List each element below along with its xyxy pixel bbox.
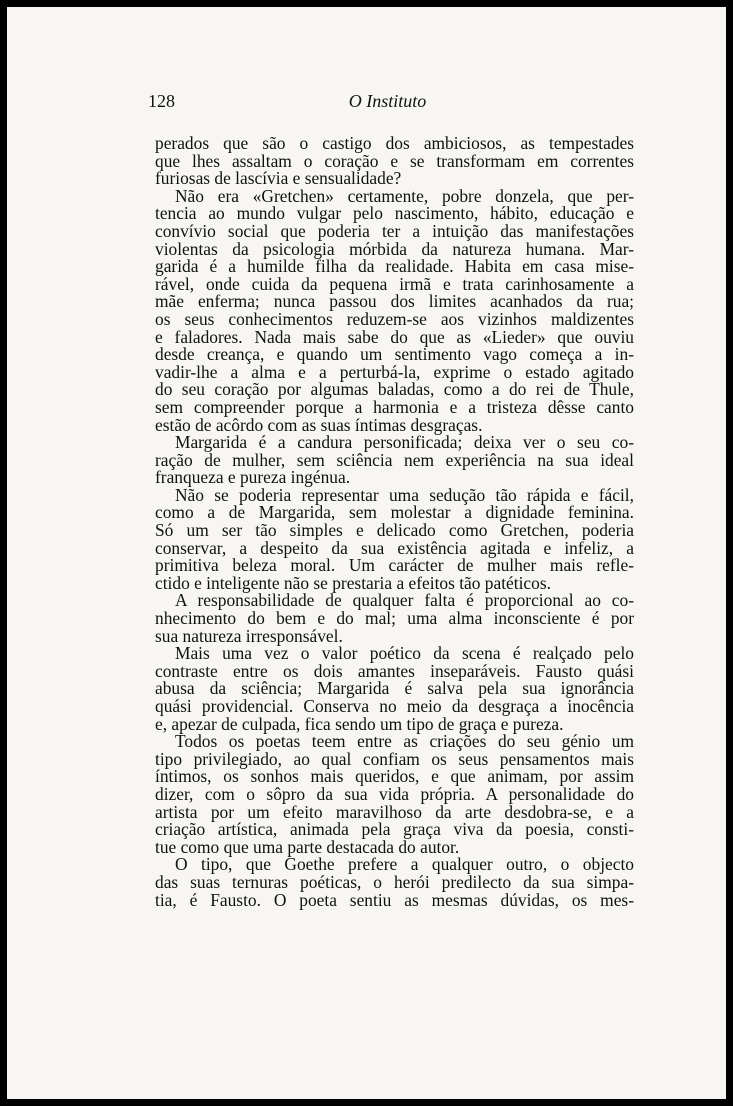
- body-text: [155, 135, 634, 909]
- text-line: vadir-lhe a alma e a perturbá-la, exprime o estado agitado: [155, 361, 634, 382]
- text-line: A responsabilidade de qualquer falta é proporcional ao co-: [175, 590, 634, 611]
- text-line: das suas ternuras poéticas, o herói predilecto da sua simpa-: [155, 871, 634, 892]
- text-line: desde creança, e quando um sentimento vago começa a in-: [155, 344, 634, 365]
- text-line: O tipo, que Goethe prefere a qualquer outro, o objecto: [175, 854, 634, 875]
- text-line: conservar, a despeito da sua existência agitada e infeliz, a: [155, 537, 634, 558]
- text-line: sua natureza irresponsável.: [155, 625, 343, 646]
- text-line: dizer, com o sôpro da sua vida própria. A personalidade do: [155, 783, 634, 804]
- text-line: e, apezar de culpada, fica sendo um tipo de graça e pureza.: [155, 713, 564, 734]
- text-line: perados que são o castigo dos ambiciosos, as tempestades: [155, 133, 634, 153]
- text-line: e faladores. Nada mais sabe do que as «Lieder» que ouviu: [155, 326, 634, 347]
- text-line: Mais uma vez o valor poético da scena é realçado pelo: [175, 643, 634, 664]
- book-page: [7, 7, 726, 1099]
- text-line: garida é a humilde filha da realidade. Habita em casa mise-: [155, 256, 634, 277]
- text-line: do seu coração por algumas baladas, como a do rei de Thule,: [155, 379, 634, 400]
- text-line: Margarida é a candura personificada; deixa ver o seu co-: [175, 432, 634, 453]
- text-line: artista por um efeito maravilhoso da arte desdobra-se, e a: [155, 801, 634, 822]
- text-line: abusa da sciência; Margarida é salva pela sua ignorância: [155, 678, 634, 699]
- text-line: mãe enferma; nunca passou dos limites acanhados da rua;: [155, 291, 634, 312]
- text-line: nhecimento do bem e do mal; uma alma inconsciente é por: [155, 608, 634, 629]
- text-line: violentas da psicologia mórbida da natureza humana. Mar-: [155, 238, 634, 259]
- text-line: sem compreender porque a harmonia e a tristeza dêsse canto: [155, 396, 634, 417]
- text-line: rável, onde cuida da pequena irmã e trata carinhosamente a: [155, 273, 634, 294]
- text-line: Não era «Gretchen» certamente, pobre donzela, que per-: [175, 185, 634, 206]
- text-line: convívio social que poderia ter a intuição das manifestações: [155, 220, 634, 241]
- text-line: tue como que uma parte destacada do autor.: [155, 836, 460, 857]
- text-line: franqueza e pureza ingénua.: [155, 467, 351, 488]
- text-line: criação artística, animada pela graça viva da poesia, consti-: [155, 819, 634, 840]
- text-line: íntimos, os sonhos mais queridos, e que animam, por assim: [155, 766, 634, 787]
- text-line: contraste entre os dois amantes inseparáveis. Fausto quási: [155, 660, 634, 681]
- text-line: ração de mulher, sem sciência nem experiência na sua ideal: [155, 449, 634, 470]
- text-line: primitiva beleza moral. Um carácter de mulher mais refle-: [155, 555, 634, 576]
- text-line: estão de acôrdo com as suas íntimas desgraças.: [155, 414, 483, 435]
- page-number: 128: [148, 91, 175, 111]
- text-line: quási providencial. Conserva no meio da desgraça a inocência: [155, 696, 634, 716]
- text-line: Não se poderia representar uma sedução tão rápida e fácil,: [175, 484, 634, 505]
- text-line: os seus conhecimentos reduzem-se aos vizinhos maldizentes: [155, 308, 634, 329]
- text-line: Todos os poetas teem entre as criações do seu génio um: [175, 731, 634, 752]
- page-header: [148, 91, 627, 115]
- text-line: como a de Margarida, sem molestar a dignidade feminina.: [155, 502, 634, 523]
- running-title: O Instituto: [348, 91, 427, 111]
- text-line: Só um ser tão simples e delicado como Gretchen, poderia: [155, 520, 634, 541]
- text-line: furiosas de lascívia e sensualidade?: [155, 168, 402, 189]
- text-line: tia, é Fausto. O poeta sentiu as mesmas dúvidas, os mes-: [155, 889, 634, 910]
- text-line: tencia ao mundo vulgar pelo nascimento, hábito, educação e: [155, 203, 634, 224]
- text-line: tipo privilegiado, ao qual confiam os seus pensamentos mais: [155, 748, 634, 769]
- text-line: ctido e inteligente não se prestaria a efeitos tão patéticos.: [155, 572, 551, 593]
- text-line: que lhes assaltam o coração e se transformam em correntes: [155, 150, 634, 171]
